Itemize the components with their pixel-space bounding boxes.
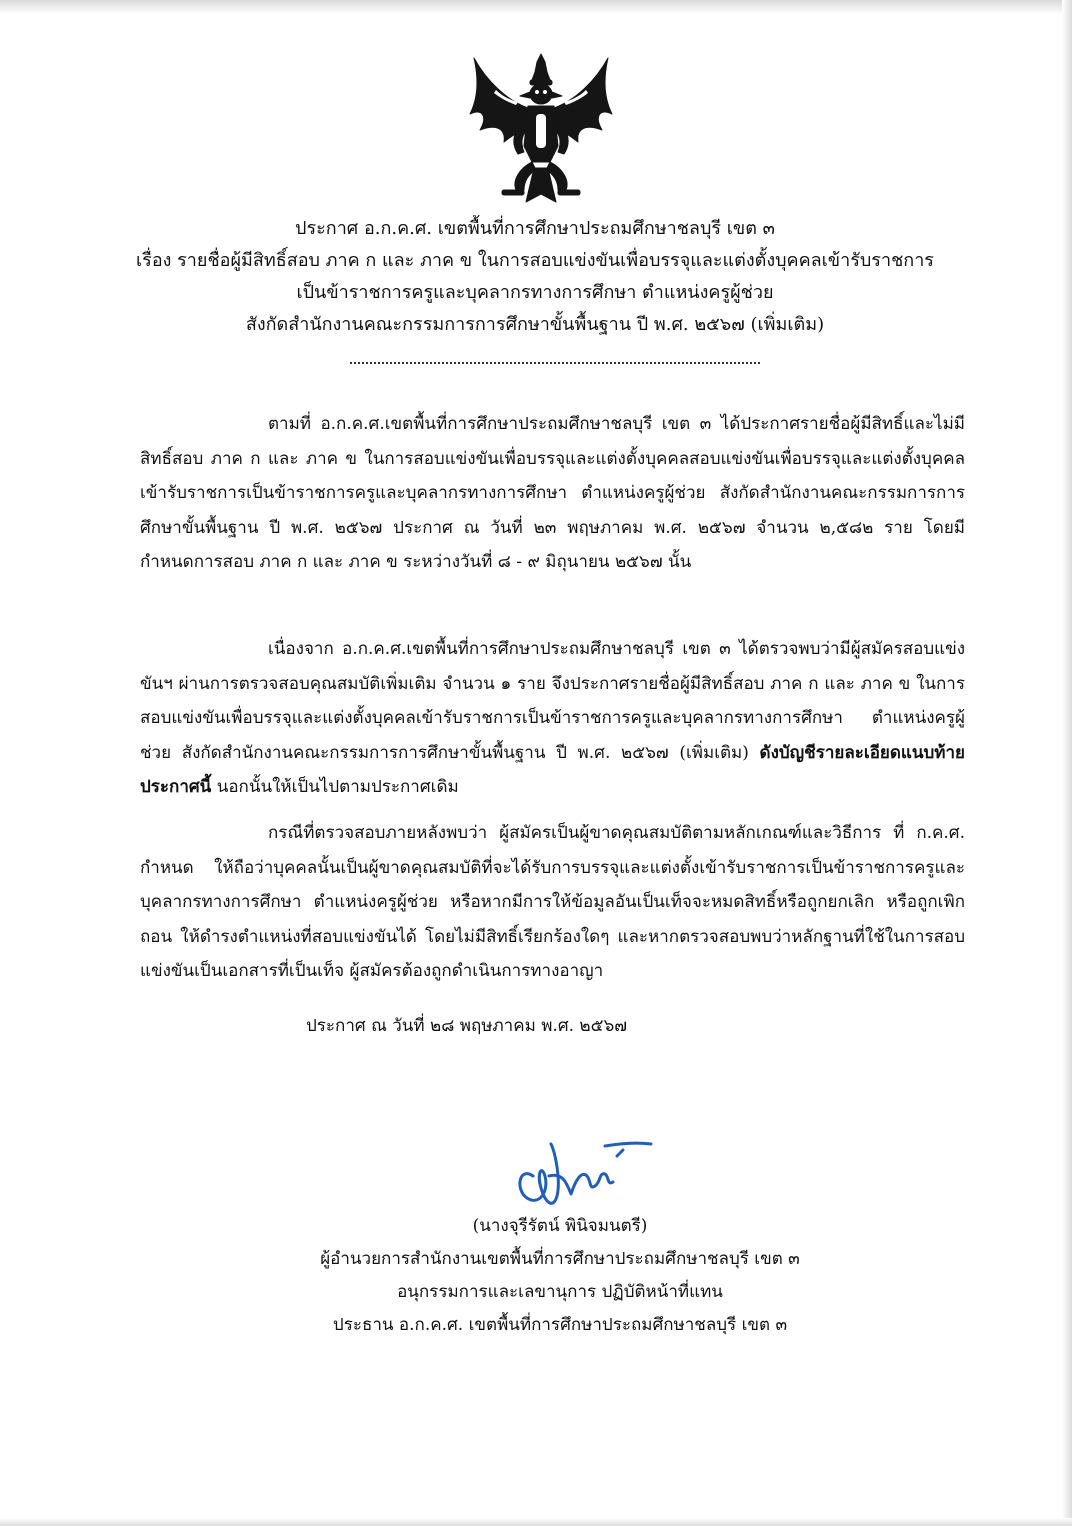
signatory-title-1: ผู้อำนวยการสำนักงานเขตพื้นที่การศึกษาประถมศึกษาชลบุรี เขต ๓ [320, 1249, 800, 1269]
header-line-4: สังกัดสำนักงานคณะกรรมการการศึกษาขั้นพื้นฐาน ปี พ.ศ. ๒๕๖๗ (เพิ่มเติม) [245, 314, 825, 335]
page-edge-right [1062, 0, 1072, 1526]
signature-block [250, 1210, 870, 1342]
page-edge-bottom [0, 1518, 1072, 1526]
paragraph-2-bold: ดังบัญชีรายละเอียดแนบท้ายประกาศนี้ [140, 742, 965, 797]
dotted-divider [350, 362, 760, 364]
header-line-2: เรื่อง รายชื่อผู้มีสิทธิ์สอบ ภาค ก และ ภาค ข ในการสอบแข่งขันเพื่อบรรจุและแต่งตั้งบุคคลเข้ารับราชการ [136, 250, 934, 271]
paragraph-1 [140, 407, 965, 580]
announcement-date: ประกาศ ณ วันที่ ๒๘ พฤษภาคม พ.ศ. ๒๕๖๗ [306, 1016, 628, 1036]
garuda-emblem-icon [466, 50, 616, 208]
paragraph-1-text: ตามที่ อ.ก.ค.ศ.เขตพื้นที่การศึกษาประถมศึกษาชลบุรี เขต ๓ ได้ประกาศรายชื่อผู้มีสิทธิ์และไม่มีสิทธิ์สอบ ภาค ก และ ภาค ข ในการสอบแข่งขันเพื่อบรรจุและแต่งตั้งบุคคลสอบแข่งขันเพื่อบรรจุและแต่งตั้งบุคคลเข้ารับราชการเป็นข้าราชการครูและบุคลากรทางการศึกษา ตำแหน่งครูผู้ช่วย สังกัดสำนักงานคณะกรรมการการศึกษาขั้นพื้นฐาน ปี พ.ศ. ๒๕๖๗ ประกาศ ณ วันที่ ๒๓ พฤษภาคม พ.ศ. ๒๕๖๗ จำนวน ๒,๕๘๒ ราย โดยมีกำหนดการสอบ ภาค ก และ ภาค ข ระหว่างวันที่ ๘ - ๙ มิถุนายน ๒๕๖๗ นั้น [140, 414, 965, 572]
header-line-3: เป็นข้าราชการครูและบุคลากรทางการศึกษา ตำแหน่งครูผู้ช่วย [296, 282, 774, 303]
handwritten-signature [505, 1136, 655, 1216]
paragraph-2-tail: นอกนั้นให้เป็นไปตามประกาศเดิม [211, 777, 459, 797]
paragraph-3 [140, 816, 965, 989]
paragraph-2-text [140, 632, 965, 805]
paragraph-3-text: กรณีที่ตรวจสอบภายหลังพบว่า ผู้สมัครเป็นผู้ขาดคุณสมบัติตามหลักเกณฑ์และวิธีการ ที่ ก.ค.ศ. กำหนด ให้ถือว่าบุคคลนั้นเป็นผู้ขาดคุณสมบัติที่จะได้รับการบรรจุและแต่งตั้งเข้ารับราชการเป็นข้าราชการครูและบุคลากรทางการศึกษา ตำแหน่งครูผู้ช่วย หรือหากมีการให้ข้อมูลอันเป็นเท็จจะหมดสิทธิ์หรือถูกยกเลิก หรือถูกเพิกถอน ให้ดำรงตำแหน่งที่สอบแข่งขันได้ โดยไม่มีสิทธิ์เรียกร้องใดๆ และหากตรวจสอบพบว่าหลักฐานที่ใช้ในการสอบแข่งขันเป็นเอกสารที่เป็นเท็จ ผู้สมัครต้องถูกดำเนินการทางอาญา [140, 823, 965, 981]
header-line-1: ประกาศ อ.ก.ค.ศ. เขตพื้นที่การศึกษาประถมศึกษาชลบุรี เขต ๓ [295, 218, 775, 239]
signatory-title-3: ประธาน อ.ก.ค.ศ. เขตพื้นที่การศึกษาประถมศึกษาชลบุรี เขต ๓ [332, 1315, 788, 1335]
announcement-header [120, 213, 950, 341]
page-edge-top [0, 0, 1072, 14]
paragraph-2 [140, 632, 965, 805]
signatory-title-2: อนุกรรมการและเลขานุการ ปฏิบัติหน้าที่แทน [397, 1282, 723, 1302]
paragraph-2-main: เนื่องจาก อ.ก.ค.ศ.เขตพื้นที่การศึกษาประถมศึกษาชลบุรี เขต ๓ ได้ตรวจพบว่ามีผู้สมัครสอบแข่งขันฯ ผ่านการตรวจสอบคุณสมบัติเพิ่มเติม จำนวน ๑ ราย จึงประกาศรายชื่อผู้มีสิทธิ์สอบ ภาค ก และ ภาค ข ในการสอบแข่งขันเพื่อบรรจุและแต่งตั้งบุคคลเข้ารับราชการเป็นข้าราชการครูและบุคลากรทางการศึกษา ตำแหน่งครูผู้ช่วย สังกัดสำนักงานคณะกรรมการการศึกษาขั้นพื้นฐาน ปี พ.ศ. ๒๕๖๗ (เพิ่มเติม) [140, 639, 965, 763]
signatory-name: (นางจุรีรัตน์ พินิจมนตรี) [472, 1216, 648, 1236]
